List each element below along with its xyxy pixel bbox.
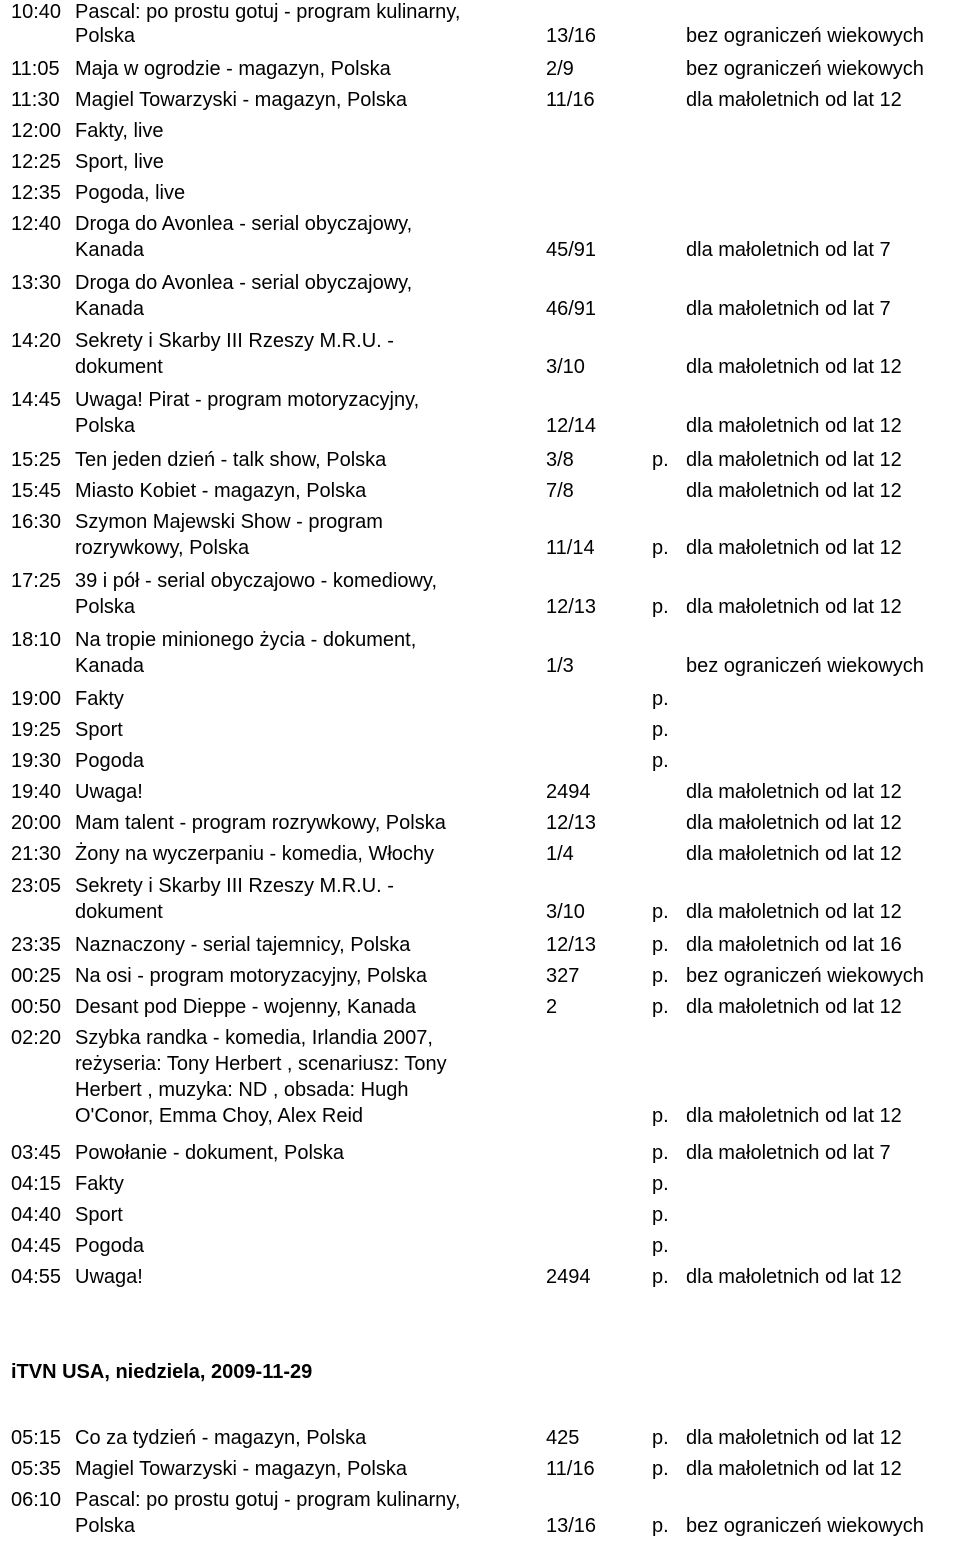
program-time: 19:30 <box>11 750 62 772</box>
premiere-marker: p. <box>652 1204 669 1226</box>
age-rating: bez ograniczeń wiekowych <box>686 58 924 80</box>
age-rating: dla małoletnich od lat 12 <box>686 1458 902 1480</box>
age-rating: dla małoletnich od lat 12 <box>686 1266 902 1288</box>
program-title-line: Pogoda <box>75 1235 144 1257</box>
program-title-line: Naznaczony - serial tajemnicy, Polska <box>75 934 411 956</box>
program-title-line: Sport <box>75 719 123 741</box>
program-title-line: Uwaga! <box>75 1266 143 1288</box>
program-title-line: Pogoda, live <box>75 182 186 204</box>
premiere-marker: p. <box>652 1458 669 1480</box>
program-episode: 2/9 <box>546 58 574 80</box>
program-title-line: Polska <box>75 1515 136 1537</box>
program-episode: 12/13 <box>546 812 597 834</box>
program-time: 12:40 <box>11 213 62 235</box>
premiere-marker: p. <box>652 901 669 923</box>
program-time: 04:45 <box>11 1235 62 1257</box>
premiere-marker: p. <box>652 1142 669 1164</box>
program-time: 05:15 <box>11 1427 62 1449</box>
premiere-marker: p. <box>652 996 669 1018</box>
program-time: 23:35 <box>11 934 62 956</box>
premiere-marker: p. <box>652 1266 669 1288</box>
program-episode: 13/16 <box>546 1515 597 1537</box>
age-rating: bez ograniczeń wiekowych <box>686 965 924 987</box>
program-title-line: Sport <box>75 1204 123 1226</box>
program-episode: 13/16 <box>546 25 597 47</box>
program-title-line: Sekrety i Skarby III Rzeszy M.R.U. - <box>75 330 394 352</box>
program-time: 15:45 <box>11 480 62 502</box>
program-title-line: Szybka randka - komedia, Irlandia 2007, <box>75 1027 433 1049</box>
program-episode: 425 <box>546 1427 580 1449</box>
program-title-line: Miasto Kobiet - magazyn, Polska <box>75 480 367 502</box>
program-time: 04:15 <box>11 1173 62 1195</box>
age-rating: dla małoletnich od lat 12 <box>686 356 902 378</box>
program-title-line: Polska <box>75 25 136 47</box>
program-episode: 3/8 <box>546 449 574 471</box>
program-title-line: Magiel Towarzyski - magazyn, Polska <box>75 89 407 111</box>
program-episode: 1/4 <box>546 843 574 865</box>
program-title-line: 39 i pół - serial obyczajowo - komediowy, <box>75 570 438 592</box>
age-rating: bez ograniczeń wiekowych <box>686 1515 924 1537</box>
program-episode: 2494 <box>546 1266 591 1288</box>
program-episode: 2 <box>546 996 558 1018</box>
program-title-line: Żony na wyczerpaniu - komedia, Włochy <box>75 843 435 865</box>
program-title-line: Szymon Majewski Show - program <box>75 511 383 533</box>
program-title-line: O'Conor, Emma Choy, Alex Reid <box>75 1105 364 1127</box>
program-title-line: Kanada <box>75 655 144 677</box>
age-rating: dla małoletnich od lat 12 <box>686 1427 902 1449</box>
program-time: 19:00 <box>11 688 62 710</box>
program-time: 20:00 <box>11 812 62 834</box>
program-time: 18:10 <box>11 629 62 651</box>
program-time: 00:50 <box>11 996 62 1018</box>
program-episode: 12/14 <box>546 415 597 437</box>
program-title-line: Fakty <box>75 1173 124 1195</box>
age-rating: dla małoletnich od lat 12 <box>686 480 902 502</box>
premiere-marker: p. <box>652 449 669 471</box>
age-rating: dla małoletnich od lat 12 <box>686 449 902 471</box>
program-time: 11:30 <box>11 89 60 111</box>
program-episode: 12/13 <box>546 934 597 956</box>
program-title-line: Desant pod Dieppe - wojenny, Kanada <box>75 996 416 1018</box>
program-title-line: Pogoda <box>75 750 144 772</box>
program-title-line: Na osi - program motoryzacyjny, Polska <box>75 965 427 987</box>
premiere-marker: p. <box>652 537 669 559</box>
program-title-line: reżyseria: Tony Herbert , scenariusz: Tony <box>75 1053 447 1075</box>
program-title-line: Herbert , muzyka: ND , obsada: Hugh <box>75 1079 409 1101</box>
program-time: 16:30 <box>11 511 62 533</box>
program-time: 05:35 <box>11 1458 62 1480</box>
program-episode: 11/16 <box>546 89 595 111</box>
program-episode: 11/14 <box>546 537 595 559</box>
age-rating: dla małoletnich od lat 12 <box>686 812 902 834</box>
program-time: 12:00 <box>11 120 62 142</box>
age-rating: bez ograniczeń wiekowych <box>686 25 924 47</box>
channel-day-header: iTVN USA, niedziela, 2009-11-29 <box>11 1361 313 1383</box>
program-title-line: Kanada <box>75 298 144 320</box>
program-time: 15:25 <box>11 449 62 471</box>
program-title-line: Polska <box>75 596 136 618</box>
age-rating: dla małoletnich od lat 7 <box>686 239 891 261</box>
program-title-line: Magiel Towarzyski - magazyn, Polska <box>75 1458 407 1480</box>
program-time: 19:40 <box>11 781 62 803</box>
program-title-line: Pascal: po prostu gotuj - program kulinarny, <box>75 1 461 23</box>
age-rating: dla małoletnich od lat 12 <box>686 596 902 618</box>
program-time: 19:25 <box>11 719 62 741</box>
age-rating: dla małoletnich od lat 12 <box>686 843 902 865</box>
program-episode: 12/13 <box>546 596 597 618</box>
program-title-line: Sekrety i Skarby III Rzeszy M.R.U. - <box>75 875 394 897</box>
premiere-marker: p. <box>652 1105 669 1127</box>
program-time: 02:20 <box>11 1027 62 1049</box>
age-rating: bez ograniczeń wiekowych <box>686 655 924 677</box>
program-episode: 2494 <box>546 781 591 803</box>
program-episode: 3/10 <box>546 356 585 378</box>
program-time: 06:10 <box>11 1489 62 1511</box>
program-title-line: Polska <box>75 415 136 437</box>
program-title-line: Na tropie minionego życia - dokument, <box>75 629 417 651</box>
program-time: 21:30 <box>11 843 62 865</box>
program-title-line: dokument <box>75 356 163 378</box>
program-title-line: Co za tydzień - magazyn, Polska <box>75 1427 367 1449</box>
program-time: 04:40 <box>11 1204 62 1226</box>
program-time: 17:25 <box>11 570 62 592</box>
age-rating: dla małoletnich od lat 7 <box>686 298 891 320</box>
age-rating: dla małoletnich od lat 7 <box>686 1142 891 1164</box>
premiere-marker: p. <box>652 965 669 987</box>
age-rating: dla małoletnich od lat 12 <box>686 537 902 559</box>
program-episode: 7/8 <box>546 480 574 502</box>
program-episode: 11/16 <box>546 1458 595 1480</box>
program-title-line: Powołanie - dokument, Polska <box>75 1142 345 1164</box>
program-time: 14:45 <box>11 389 62 411</box>
age-rating: dla małoletnich od lat 12 <box>686 781 902 803</box>
program-time: 14:20 <box>11 330 62 352</box>
age-rating: dla małoletnich od lat 12 <box>686 996 902 1018</box>
program-episode: 327 <box>546 965 580 987</box>
premiere-marker: p. <box>652 934 669 956</box>
program-time: 12:35 <box>11 182 62 204</box>
program-time: 10:40 <box>11 1 62 23</box>
program-time: 00:25 <box>11 965 62 987</box>
program-title-line: Maja w ogrodzie - magazyn, Polska <box>75 58 391 80</box>
program-title-line: Uwaga! <box>75 781 143 803</box>
age-rating: dla małoletnich od lat 12 <box>686 415 902 437</box>
program-title-line: Ten jeden dzień - talk show, Polska <box>75 449 387 471</box>
program-time: 13:30 <box>11 272 62 294</box>
program-episode: 46/91 <box>546 298 597 320</box>
premiere-marker: p. <box>652 1235 669 1257</box>
program-episode: 3/10 <box>546 901 585 923</box>
program-title-line: Droga do Avonlea - serial obyczajowy, <box>75 272 413 294</box>
premiere-marker: p. <box>652 1173 669 1195</box>
premiere-marker: p. <box>652 750 669 772</box>
program-title-line: Mam talent - program rozrywkowy, Polska <box>75 812 446 834</box>
premiere-marker: p. <box>652 719 669 741</box>
program-episode: 1/3 <box>546 655 574 677</box>
premiere-marker: p. <box>652 1427 669 1449</box>
program-title-line: Fakty, live <box>75 120 164 142</box>
program-time: 04:55 <box>11 1266 62 1288</box>
program-time: 03:45 <box>11 1142 62 1164</box>
age-rating: dla małoletnich od lat 12 <box>686 89 902 111</box>
program-title-line: Uwaga! Pirat - program motoryzacyjny, <box>75 389 420 411</box>
program-time: 12:25 <box>11 151 62 173</box>
program-time: 23:05 <box>11 875 62 897</box>
premiere-marker: p. <box>652 1515 669 1537</box>
program-title-line: Sport, live <box>75 151 164 173</box>
program-title-line: Droga do Avonlea - serial obyczajowy, <box>75 213 413 235</box>
age-rating: dla małoletnich od lat 16 <box>686 934 902 956</box>
program-title-line: Kanada <box>75 239 144 261</box>
program-title-line: rozrywkowy, Polska <box>75 537 250 559</box>
program-title-line: Pascal: po prostu gotuj - program kulinarny, <box>75 1489 461 1511</box>
age-rating: dla małoletnich od lat 12 <box>686 901 902 923</box>
premiere-marker: p. <box>652 688 669 710</box>
program-title-line: dokument <box>75 901 163 923</box>
program-time: 11:05 <box>11 58 60 80</box>
age-rating: dla małoletnich od lat 12 <box>686 1105 902 1127</box>
program-episode: 45/91 <box>546 239 597 261</box>
program-title-line: Fakty <box>75 688 124 710</box>
premiere-marker: p. <box>652 596 669 618</box>
